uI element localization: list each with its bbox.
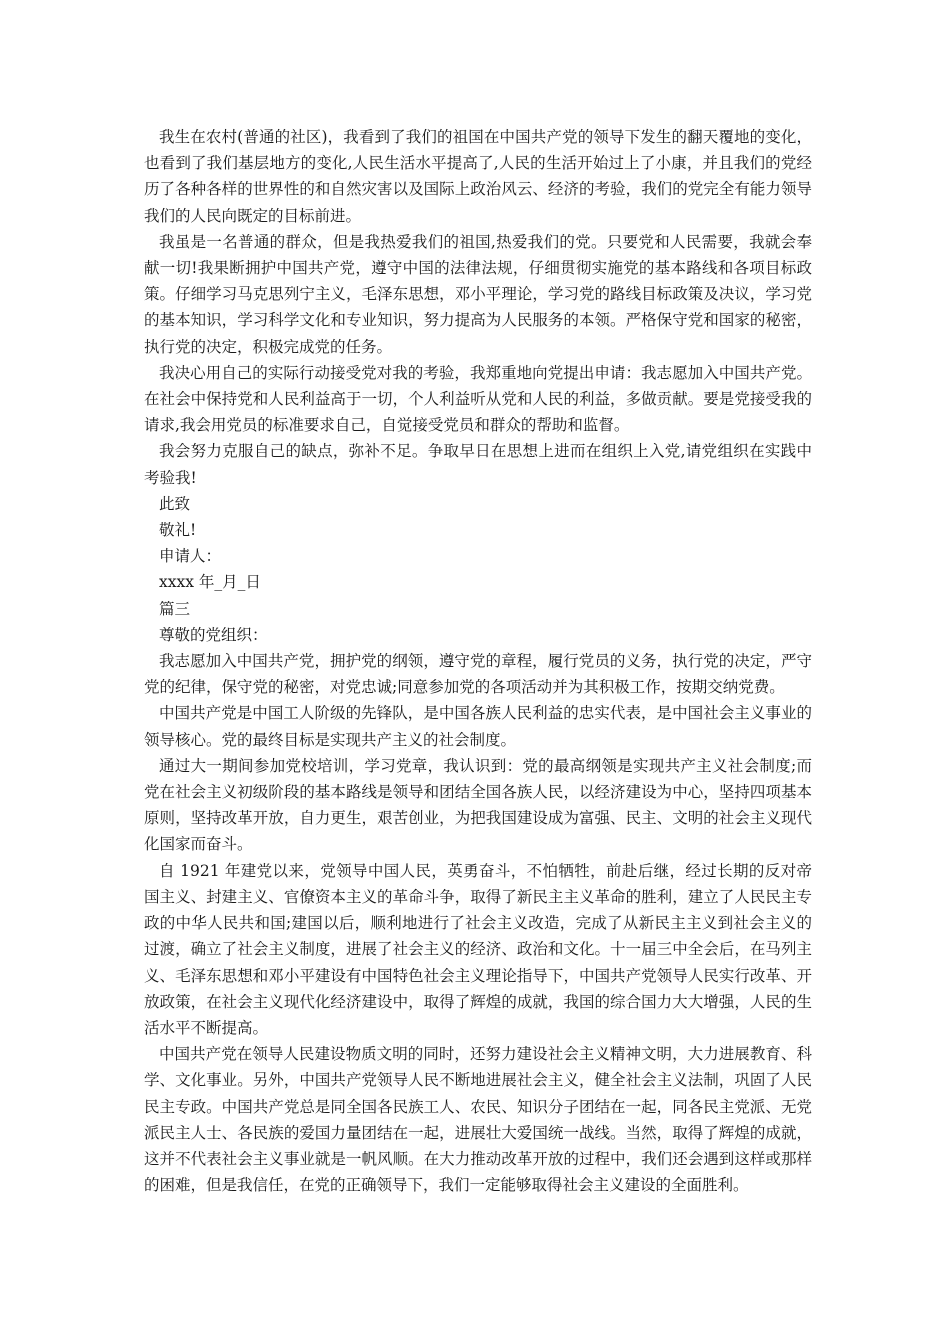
salutation: 尊敬的党组织： [159,625,268,644]
document-body [144,124,812,1198]
closing-line-1: 此致 [159,494,191,513]
paragraph: 我决心用自己的实际行动接受党对我的考验，我郑重地向党提出申请：我志愿加入中国共产党。在社会中保持党和人民利益高于一切，个人利益听从党和人民的利益，多做贡献。要是党接受我的请求,我会用党员的标准要求自己，自觉接受党员和群众的帮助和监督。 [144,363,812,435]
paragraph: 自 1921 年建党以来，党领导中国人民，英勇奋斗，不怕牺牲，前赴后继，经过长期的反对帝国主义、封建主义、官僚资本主义的革命斗争，取得了新民主主义革命的胜利，建立了人民民主专政的中华人民共和国;建国以后，顺利地进行了社会主义改造，完成了从新民主主义到社会主义的过渡，确立了社会主义制度，进展了社会主义的经济、政治和文化。十一届三中全会后，在马列主义、毛泽东思想和邓小平建设有中国特色社会主义理论指导下，中国共产党领导人民实行改革、开放政策，在社会主义现代化经济建设中，取得了辉煌的成就，我国的综合国力大大增强，人民的生活水平不断提高。 [144,861,812,1037]
paragraph: 我会努力克服自己的缺点，弥补不足。争取早日在思想上进而在组织上入党,请党组织在实践中考验我! [144,442,812,487]
paragraph: 我虽是一名普通的群众，但是我热爱我们的祖国,热爱我们的党。只要党和人民需要，我就会奉献一切!我果断拥护中国共产党，遵守中国的法律法规，仔细贯彻实施党的基本路线和各项目标政策。仔细学习马克思列宁主义，毛泽东思想，邓小平理论，学习党的路线目标政策及决议，学习党的基本知识，学习科学文化和专业知识，努力提高为人民服务的本领。严格保守党和国家的秘密，执行党的决定，积极完成党的任务。 [144,232,812,356]
date-line: xxxx 年_月_日 [159,573,261,592]
closing-line-2: 敬礼! [159,521,197,540]
section-title: 篇三 [159,599,191,618]
paragraph: 我志愿加入中国共产党，拥护党的纲领，遵守党的章程，履行党员的义务，执行党的决定，严守党的纪律，保守党的秘密，对党忠诚;同意参加党的各项活动并为其积极工作，按期交纳党费。 [144,652,812,697]
paragraph: 中国共产党是中国工人阶级的先锋队，是中国各族人民利益的忠实代表，是中国社会主义事业的领导核心。党的最终目标是实现共产主义的社会制度。 [144,704,812,749]
paragraph: 我生在农村(普通的社区)，我看到了我们的祖国在中国共产党的领导下发生的翻天覆地的变化，也看到了我们基层地方的变化,人民生活水平提高了,人民的生活开始过上了小康，并且我们的党经历了各种各样的世界性的和自然灾害以及国际上政治风云、经济的考验，我们的党完全有能力领导我们的人民向既定的目标前进。 [144,128,812,225]
paragraph: 中国共产党在领导人民建设物质文明的同时，还努力建设社会主义精神文明，大力进展教育、科学、文化事业。另外，中国共产党领导人民不断地进展社会主义，健全社会主义法制，巩固了人民民主专政。中国共产党总是同全国各民族工人、农民、知识分子团结在一起，同各民主党派、无党派民主人士、各民族的爱国力量团结在一起，进展壮大爱国统一战线。当然，取得了辉煌的成就，这并不代表社会主义事业就是一帆风顺。在大力推动改革开放的过程中，我们还会遇到这样或那样的困难，但是我信任，在党的正确领导下，我们一定能够取得社会主义建设的全面胜利。 [144,1045,812,1195]
applicant-label: 申请人： [159,547,222,566]
paragraph: 通过大一期间参加党校培训，学习党章，我认识到：党的最高纲领是实现共产主义社会制度;而党在社会主义初级阶段的基本路线是领导和团结全国各族人民，以经济建设为中心，坚持四项基本原则，坚持改革开放，自力更生，艰苦创业，为把我国建设成为富强、民主、文明的社会主义现代化国家而奋斗。 [144,756,812,854]
